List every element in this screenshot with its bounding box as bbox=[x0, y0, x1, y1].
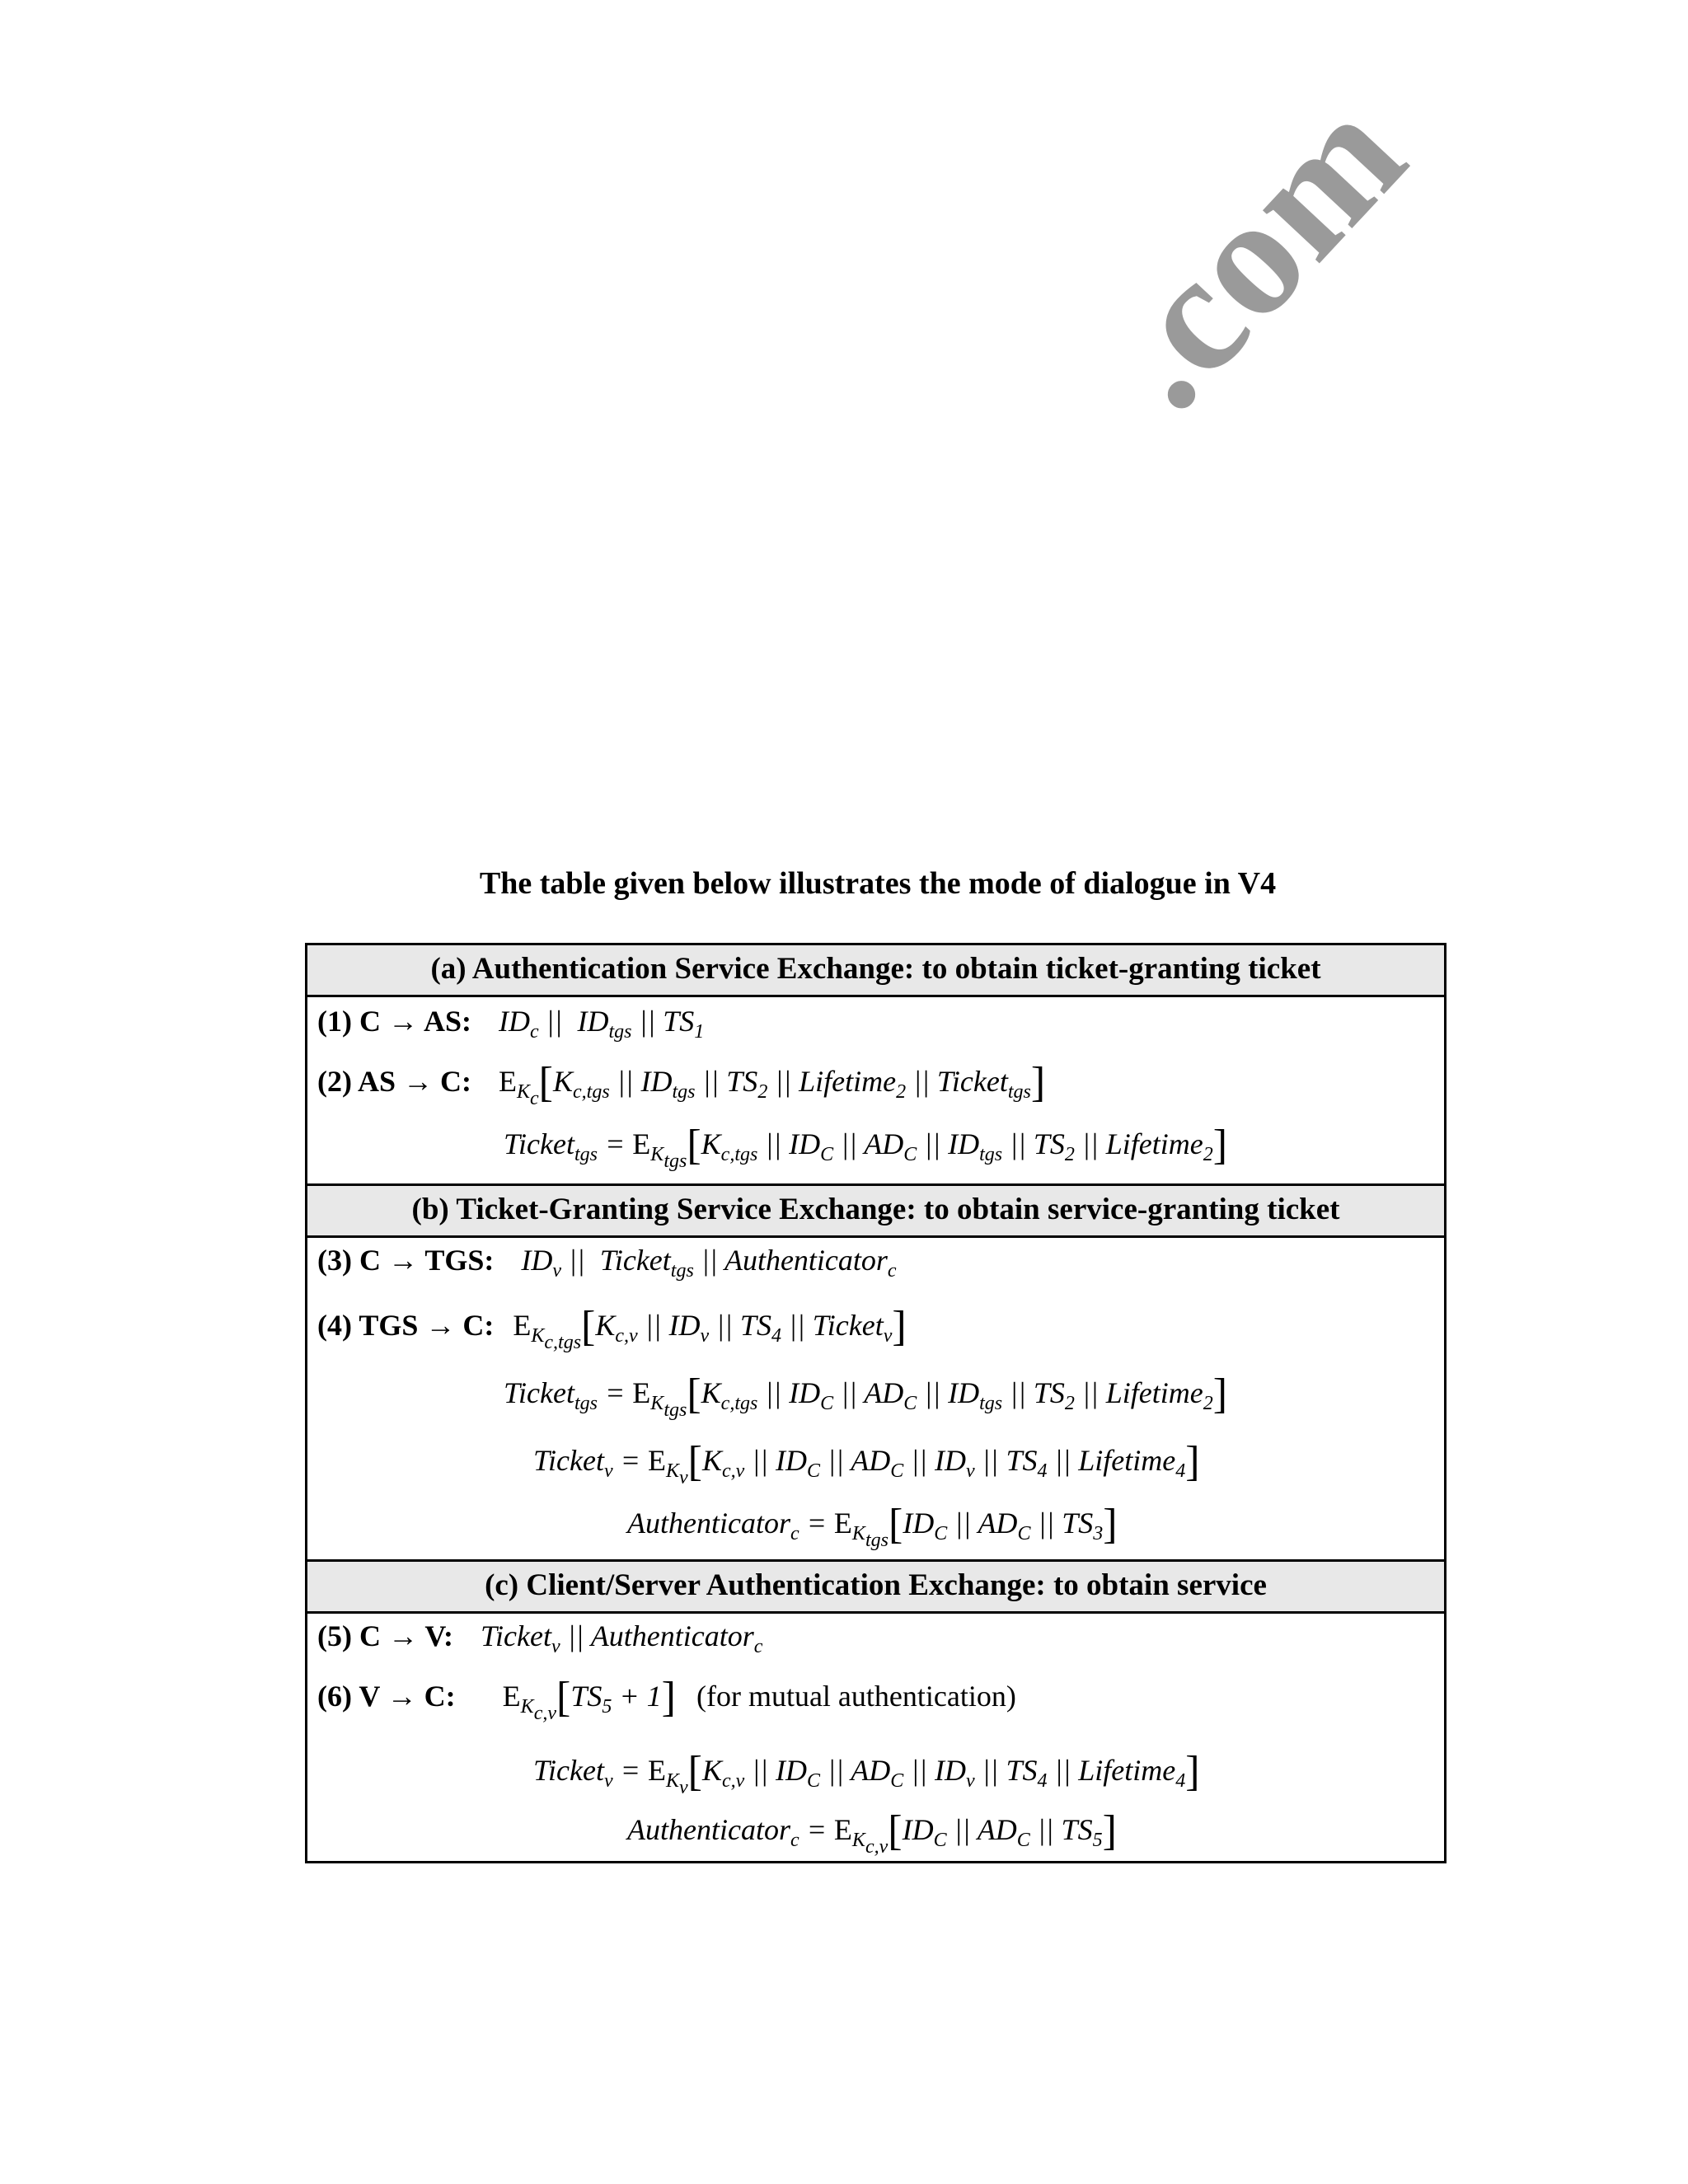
exchange-row-3 bbox=[317, 1243, 897, 1282]
exchange-row-6 bbox=[317, 1673, 1016, 1725]
row-expression: Ticket$_v$ = $E_{K_v}[K_{c,v}$ || $ID_C$ || $AD_C$ || $ID_v$ || $TS_4$ || Lifetime$_4$] bbox=[533, 1438, 1200, 1488]
row-expression: Authenticator$_c$ = $E_{K_{c,v}}[ID_C$ || $AD_C$ || $TS_5$] bbox=[627, 1807, 1117, 1858]
exchange-row-5 bbox=[317, 1619, 762, 1658]
row-expression: $ID_c$ || $ID_{tgs}$ || $TS_1$ bbox=[499, 1005, 705, 1043]
watermark: .com bbox=[1065, 59, 1441, 443]
ticket-tgs-definition bbox=[504, 1121, 1227, 1173]
section-c-title: (c) Client/Server Authentication Exchange: to obtain service bbox=[307, 1562, 1444, 1614]
ticket-v-definition bbox=[533, 1437, 1200, 1489]
row-expression: Ticket$_v$ || Authenticator$_c$ bbox=[481, 1619, 763, 1657]
page-heading: The table given below illustrates the mode of dialogue in V4 bbox=[479, 866, 1277, 901]
ticket-v-definition bbox=[533, 1747, 1200, 1799]
section-a-body bbox=[307, 997, 1444, 1186]
row-label: (6) V → C: bbox=[317, 1680, 456, 1713]
exchange-row-4 bbox=[317, 1302, 907, 1354]
row-label: (1) C → AS: bbox=[317, 1005, 471, 1038]
row-expression: Ticket$_{tgs}$ = $E_{K_{tgs}}[K_{c,tgs}$ || $ID_C$ || $AD_C$ || $ID_{tgs}$ || $TS_2$ || Lifetime$_2$] bbox=[504, 1371, 1228, 1421]
row-expression: $E_{K_c}[K_{c,tgs}$ || $ID_{tgs}$ || $TS_2$ || Lifetime$_2$ || Ticket$_{tgs}$] bbox=[499, 1059, 1046, 1109]
mutual-auth-note: (for mutual authentication) bbox=[696, 1680, 1016, 1713]
row-label: (3) C → TGS: bbox=[317, 1244, 495, 1277]
exchange-row-2 bbox=[317, 1058, 1045, 1110]
row-label: (4) TGS → C: bbox=[317, 1309, 495, 1342]
section-c-body bbox=[307, 1614, 1444, 1861]
row-expression: $E_{K_{c,tgs}}[K_{c,v}$ || $ID_v$ || $TS_4$ || Ticket$_v$] bbox=[513, 1303, 907, 1353]
authenticator-definition bbox=[627, 1500, 1118, 1552]
section-a-title: (a) Authentication Service Exchange: to obtain ticket-granting ticket bbox=[307, 945, 1444, 997]
section-b-body bbox=[307, 1238, 1444, 1562]
row-expression: Authenticator$_c$ = $E_{K_{tgs}}[ID_C$ || $AD_C$ || $TS_3$] bbox=[627, 1501, 1118, 1551]
kerberos-v4-table bbox=[305, 943, 1447, 1863]
exchange-row-1 bbox=[317, 1004, 704, 1043]
authenticator-definition bbox=[627, 1807, 1117, 1858]
section-b-title: (b) Ticket-Granting Service Exchange: to obtain service-granting ticket bbox=[307, 1186, 1444, 1238]
row-expression: Ticket$_{tgs}$ = $E_{K_{tgs}}[K_{c,tgs}$ || $ID_C$ || $AD_C$ || $ID_{tgs}$ || $TS_2$ || Lifetime$_2$] bbox=[504, 1122, 1228, 1172]
row-label: (2) AS → C: bbox=[317, 1065, 471, 1098]
row-expression: Ticket$_v$ = $E_{K_v}[K_{c,v}$ || $ID_C$ || $AD_C$ || $ID_v$ || $TS_4$ || Lifetime$_4$] bbox=[533, 1748, 1200, 1798]
row-expression: $ID_v$ || Ticket$_{tgs}$ || Authenticator$_c$ bbox=[521, 1244, 897, 1282]
row-label: (5) C → V: bbox=[317, 1619, 454, 1652]
ticket-tgs-definition bbox=[504, 1370, 1227, 1422]
row-expression: $E_{K_{c,v}}[TS_5 + 1]$ bbox=[502, 1674, 676, 1724]
